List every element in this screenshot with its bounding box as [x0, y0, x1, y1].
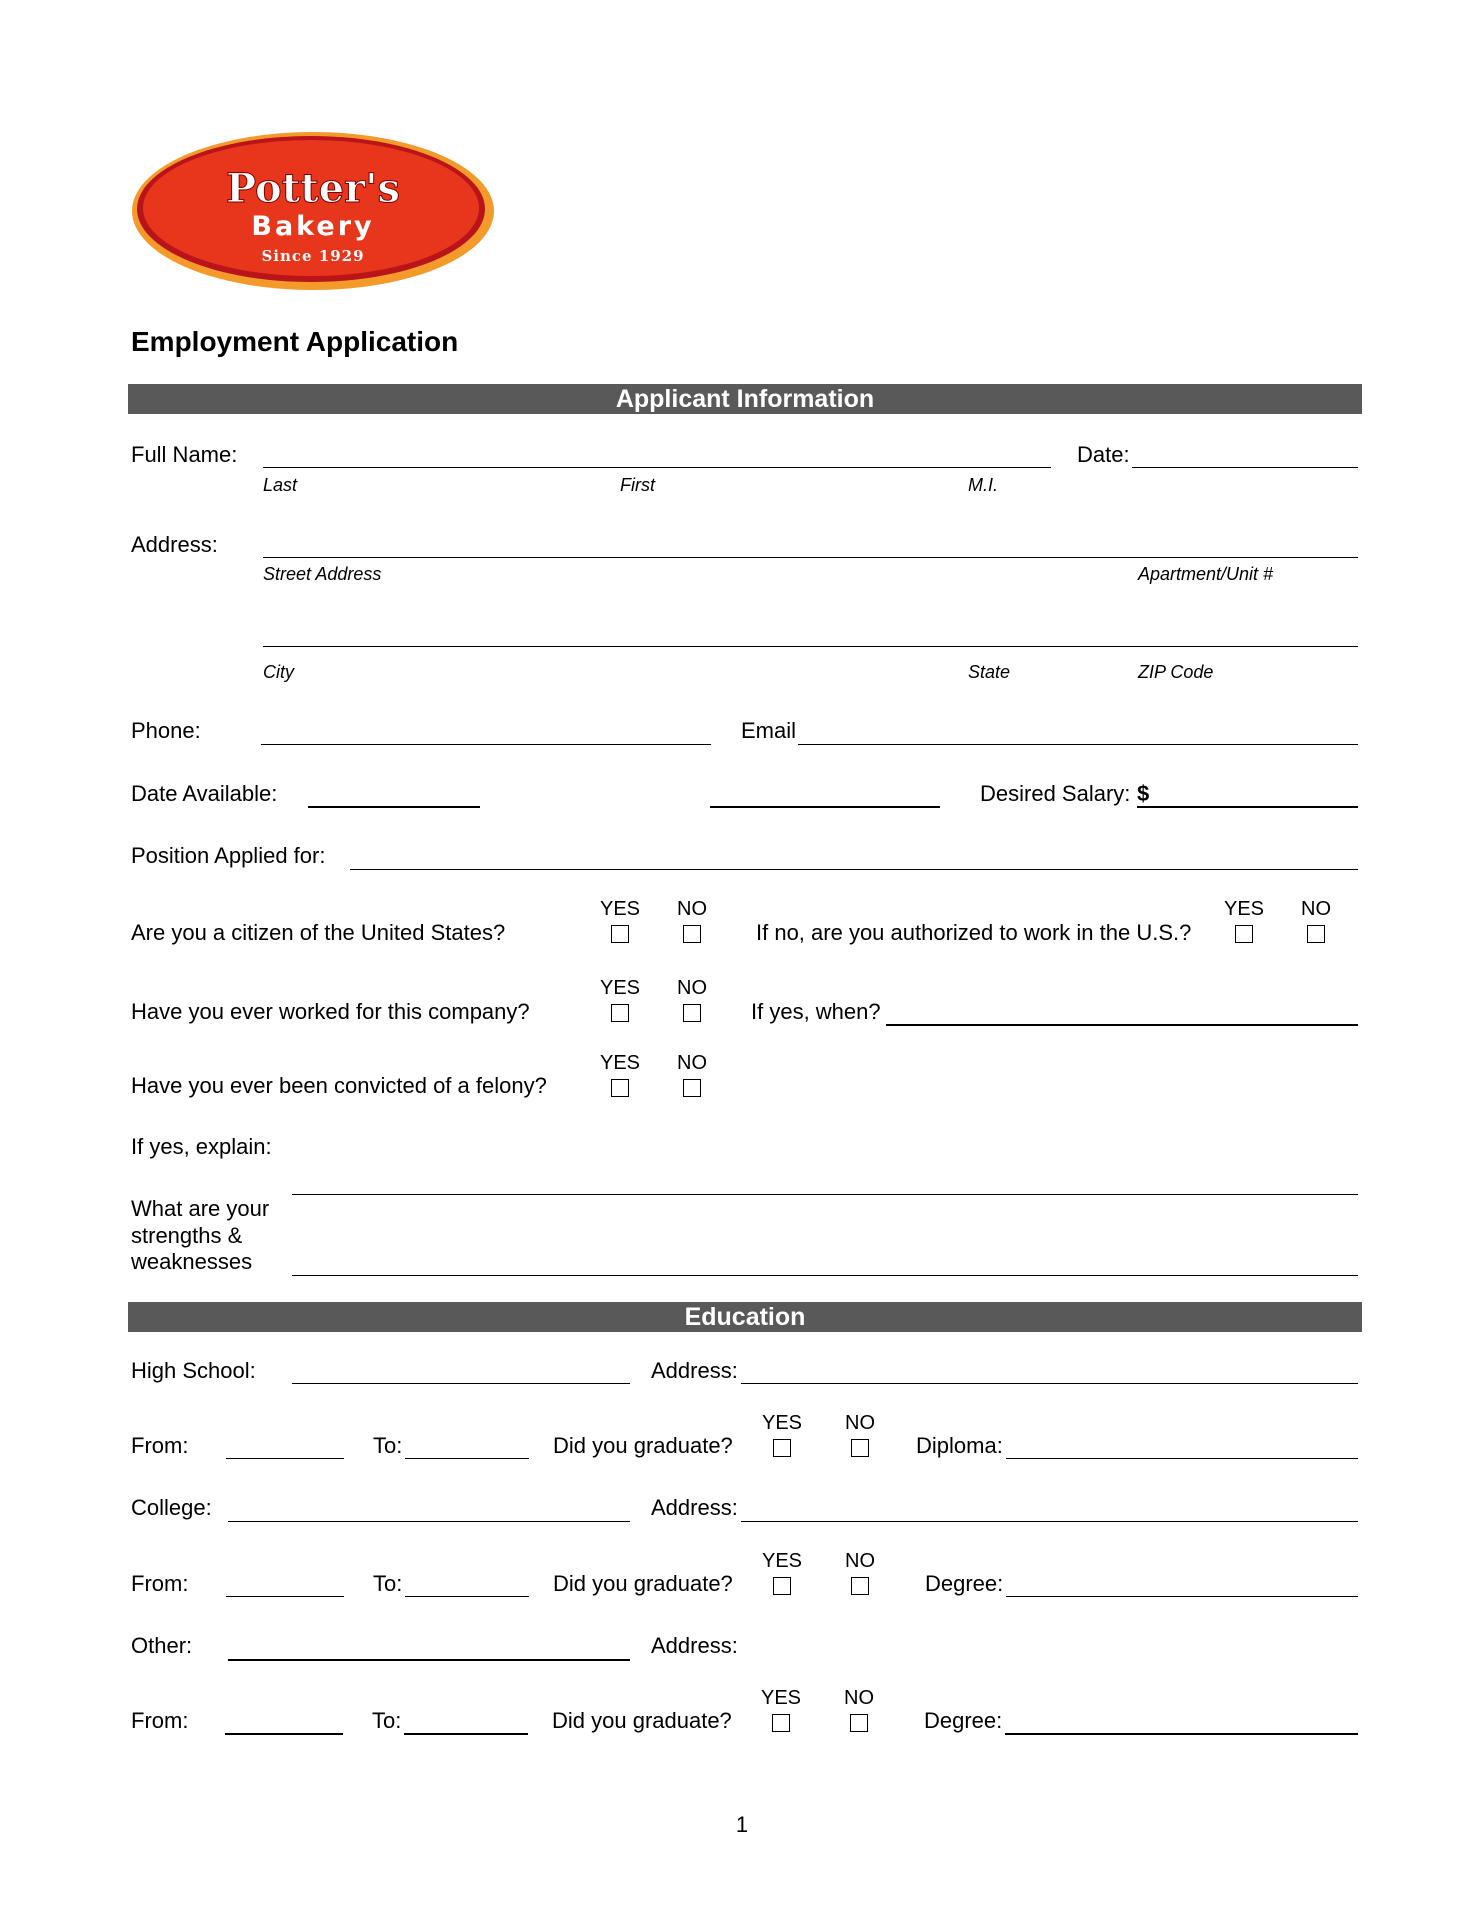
felony-question: Have you ever been convicted of a felony?: [131, 1073, 547, 1098]
college-no-label: NO: [845, 1550, 875, 1572]
date-field[interactable]: [1132, 467, 1358, 468]
authorized-question: If no, are you authorized to work in the U.S.?: [756, 920, 1192, 945]
felony-yes-label: YES: [600, 1052, 641, 1074]
other-to-label: To:: [372, 1708, 402, 1733]
other-graduate-no-checkbox[interactable]: [850, 1714, 868, 1732]
college-address-field[interactable]: [741, 1521, 1358, 1522]
high-school-field[interactable]: [292, 1383, 630, 1384]
other-yes-label: YES: [761, 1687, 802, 1709]
college-yes-label: YES: [762, 1550, 803, 1572]
college-to-label: To:: [373, 1571, 403, 1596]
hint-last: Last: [263, 475, 298, 495]
date-available-label: Date Available:: [131, 781, 278, 806]
college-to-field[interactable]: [405, 1596, 529, 1597]
date-available-field[interactable]: [308, 806, 480, 808]
hs-from-field[interactable]: [226, 1458, 344, 1459]
worked-no-label: NO: [677, 977, 707, 999]
citizen-yes-label: YES: [600, 898, 641, 920]
hs-graduate-no-checkbox[interactable]: [851, 1439, 869, 1457]
worked-yes-label: YES: [600, 977, 641, 999]
worked-no-checkbox[interactable]: [683, 1004, 701, 1022]
phone-field[interactable]: [261, 744, 711, 745]
email-field[interactable]: [798, 744, 1358, 745]
college-graduate-question: Did you graduate?: [553, 1571, 733, 1596]
logo-since: Since 1929: [261, 247, 365, 265]
college-graduate-no-checkbox[interactable]: [851, 1577, 869, 1595]
full-name-field[interactable]: [263, 467, 1051, 468]
college-from-label: From:: [131, 1571, 189, 1596]
section-education: Education: [128, 1302, 1362, 1332]
hint-mi: M.I.: [968, 475, 998, 495]
strengths-field-line-1[interactable]: [292, 1194, 1358, 1195]
citizen-question: Are you a citizen of the United States?: [131, 920, 506, 945]
hs-from-label: From:: [131, 1433, 189, 1458]
other-degree-field[interactable]: [1005, 1733, 1358, 1735]
high-school-address-label: Address:: [651, 1358, 738, 1383]
other-to-field[interactable]: [404, 1733, 528, 1735]
logo-subtitle: Bakery: [251, 211, 375, 242]
college-label: College:: [131, 1495, 212, 1520]
authorized-no-checkbox[interactable]: [1307, 925, 1325, 943]
section-applicant-information: Applicant Information: [128, 384, 1362, 414]
desired-salary-field[interactable]: [1137, 806, 1358, 808]
other-degree-label: Degree:: [924, 1708, 1003, 1733]
dollar-sign: $: [1137, 781, 1150, 806]
hs-no-label: NO: [845, 1412, 875, 1434]
page-number: 1: [735, 1812, 749, 1837]
college-from-field[interactable]: [226, 1596, 344, 1597]
college-graduate-yes-checkbox[interactable]: [773, 1577, 791, 1595]
other-from-label: From:: [131, 1708, 189, 1733]
full-name-label: Full Name:: [131, 442, 238, 467]
hs-to-field[interactable]: [405, 1458, 529, 1459]
logo-title: Potter's: [226, 165, 400, 212]
college-degree-label: Degree:: [925, 1571, 1004, 1596]
diploma-label: Diploma:: [916, 1433, 1003, 1458]
other-from-field[interactable]: [225, 1733, 343, 1735]
hint-apartment-unit: Apartment/Unit #: [1138, 564, 1274, 584]
hs-to-label: To:: [373, 1433, 403, 1458]
explain-label: If yes, explain:: [131, 1134, 272, 1159]
college-degree-field[interactable]: [1006, 1596, 1358, 1597]
citizen-yes-checkbox[interactable]: [611, 925, 629, 943]
position-field[interactable]: [350, 869, 1358, 870]
authorized-yes-label: YES: [1224, 898, 1265, 920]
felony-no-label: NO: [677, 1052, 707, 1074]
desired-salary-label: Desired Salary:: [980, 781, 1131, 806]
position-label: Position Applied for:: [131, 843, 326, 868]
high-school-label: High School:: [131, 1358, 256, 1383]
hint-first: First: [620, 475, 655, 495]
address-label: Address:: [131, 532, 218, 557]
date-label: Date:: [1077, 442, 1130, 467]
authorized-yes-checkbox[interactable]: [1235, 925, 1253, 943]
hs-graduate-question: Did you graduate?: [553, 1433, 733, 1458]
email-label: Email: [741, 718, 797, 743]
other-graduate-yes-checkbox[interactable]: [772, 1714, 790, 1732]
worked-question: Have you ever worked for this company?: [131, 999, 530, 1024]
other-graduate-question: Did you graduate?: [552, 1708, 732, 1733]
authorized-no-label: NO: [1301, 898, 1331, 920]
citizen-no-label: NO: [677, 898, 707, 920]
other-field[interactable]: [228, 1659, 630, 1661]
strengths-label-2: strengths &: [131, 1223, 243, 1248]
page-title: Employment Application: [131, 326, 459, 357]
felony-no-checkbox[interactable]: [683, 1079, 701, 1097]
college-address-label: Address:: [651, 1495, 738, 1520]
hint-state: State: [968, 662, 1011, 682]
other-no-label: NO: [844, 1687, 874, 1709]
diploma-field[interactable]: [1006, 1458, 1358, 1459]
citizen-no-checkbox[interactable]: [683, 925, 701, 943]
college-field[interactable]: [228, 1521, 630, 1522]
strengths-label-1: What are your: [131, 1196, 270, 1221]
when-question: If yes, when?: [751, 999, 881, 1024]
hint-street-address: Street Address: [263, 564, 382, 584]
hint-zip-code: ZIP Code: [1138, 662, 1214, 682]
phone-label: Phone:: [131, 718, 201, 743]
worked-yes-checkbox[interactable]: [611, 1004, 629, 1022]
strengths-label-3: weaknesses: [131, 1249, 253, 1274]
city-state-zip-field[interactable]: [263, 646, 1358, 647]
hs-graduate-yes-checkbox[interactable]: [773, 1439, 791, 1457]
street-address-field[interactable]: [263, 557, 1358, 558]
hs-yes-label: YES: [762, 1412, 803, 1434]
other-label: Other:: [131, 1633, 193, 1658]
other-address-label: Address:: [651, 1633, 738, 1658]
hint-city: City: [263, 662, 294, 682]
felony-yes-checkbox[interactable]: [611, 1079, 629, 1097]
high-school-address-field[interactable]: [741, 1383, 1358, 1384]
strengths-field-line-2[interactable]: [292, 1275, 1358, 1276]
when-field[interactable]: [886, 1024, 1358, 1026]
date-available-extra-field[interactable]: [710, 806, 940, 808]
potters-bakery-logo: [130, 130, 496, 292]
